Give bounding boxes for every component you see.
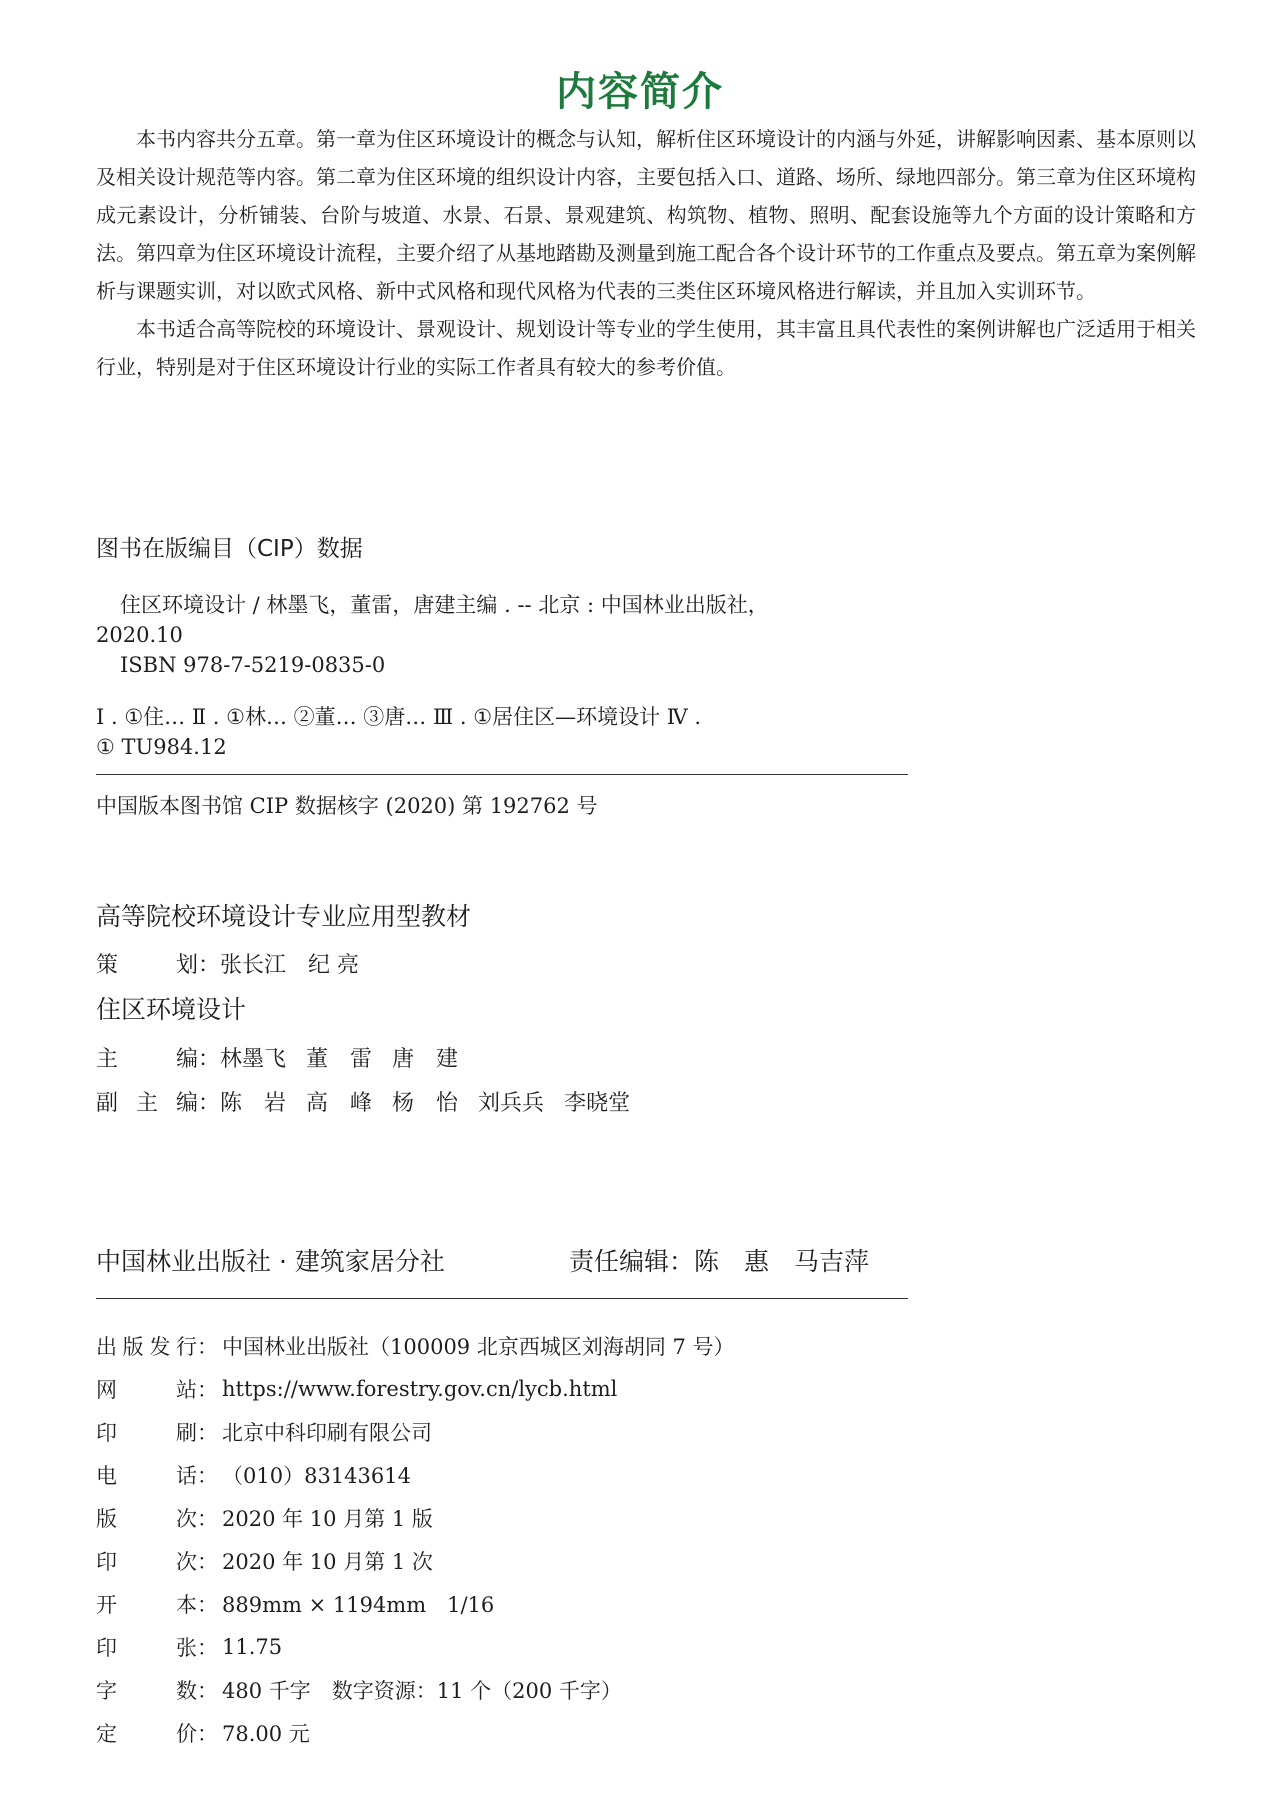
editor-name: 唐 建: [392, 1047, 459, 1072]
cip-entry: [96, 590, 886, 680]
deputy-editors-credit: [96, 1086, 650, 1117]
detail-row: [96, 1582, 735, 1625]
detail-label: 印 刷：: [96, 1420, 218, 1445]
planning-label: [96, 948, 220, 979]
detail-label: 版 次：: [96, 1506, 218, 1531]
detail-row: [96, 1410, 735, 1453]
detail-value: 北京中科印刷有限公司: [222, 1420, 432, 1445]
detail-row: [96, 1496, 735, 1539]
detail-label: 开 本：: [96, 1592, 218, 1617]
editor-name: 董 雷: [306, 1047, 373, 1072]
detail-row: [96, 1668, 735, 1711]
planning-label-char: 策: [96, 953, 119, 978]
detail-value: 2020 年 10 月第 1 次: [222, 1549, 433, 1574]
intro-paragraph-2: 本书适合高等院校的环境设计、景观设计、规划设计等专业的学生使用，其丰富且具代表性的案例讲解也广泛适用于相关行业，特别是对于住区环境设计行业的实际工作者具有较大的参考价值。: [96, 317, 1196, 379]
responsible-editor-label: 责任编辑：: [569, 1247, 695, 1276]
deputy-editor-name: 刘兵兵: [478, 1091, 545, 1116]
cip-heading: 图书在版编目（CIP）数据: [96, 536, 363, 562]
editor-name: 林墨飞: [220, 1047, 287, 1072]
detail-row: [96, 1625, 735, 1668]
cip-entry-line-2: 2020.10: [96, 623, 183, 647]
deputy-editor-name: 杨 怡: [392, 1091, 459, 1116]
deputy-label-char: 编: [175, 1091, 198, 1116]
detail-value: 2020 年 10 月第 1 版: [222, 1506, 433, 1531]
cip-entry-line-1: 住区环境设计 / 林墨飞，董雷，唐建主编 . -- 北京 : 中国林业出版社，: [120, 593, 769, 617]
label-colon: ：: [197, 1091, 220, 1116]
page-title: 内容简介: [556, 69, 724, 115]
editors-label-char: 编: [175, 1047, 198, 1072]
detail-value: 11.75: [222, 1634, 283, 1659]
detail-row: [96, 1367, 735, 1410]
planning-label-char: 划: [175, 953, 198, 978]
deputy-editors-label: [96, 1086, 220, 1117]
detail-row: [96, 1324, 735, 1367]
detail-value: https://www.forestry.gov.cn/lycb.html: [222, 1376, 618, 1401]
planning-credit: [96, 948, 379, 979]
divider-line: [96, 774, 908, 775]
responsible-editor-names: 陈 惠 马吉萍: [694, 1247, 870, 1276]
deputy-label-char: 主: [135, 1091, 158, 1116]
deputy-editor-name: 陈 岩: [220, 1091, 287, 1116]
cip-isbn: ISBN 978-7-5219-0835-0: [120, 653, 386, 677]
editors-label: [96, 1042, 220, 1073]
divider-line: [96, 1298, 908, 1299]
detail-value: 480 千字 数字资源：11 个（200 千字）: [222, 1678, 622, 1703]
book-title: 住区环境设计: [96, 995, 247, 1024]
intro-section: [96, 120, 1196, 386]
detail-row: [96, 1453, 735, 1496]
editor-names: [220, 1042, 478, 1073]
cip-class-line-1: Ⅰ . ①住… Ⅱ . ①林… ②董… ③唐… Ⅲ . ①居住区—环境设计 Ⅳ .: [96, 705, 702, 729]
detail-value: （010）83143614: [222, 1463, 411, 1488]
cip-record-number: 中国版本图书馆 CIP 数据核字 (2020) 第 192762 号: [96, 794, 598, 818]
editors-credit: [96, 1042, 478, 1073]
planning-name: 张长江 纪 亮: [220, 953, 359, 978]
deputy-editor-name: 高 峰: [306, 1091, 373, 1116]
editors-label-char: 主: [96, 1047, 119, 1072]
detail-value: 889mm × 1194mm 1/16: [222, 1592, 495, 1617]
series-title: 高等院校环境设计专业应用型教材: [96, 902, 472, 931]
publication-details: [96, 1324, 735, 1754]
detail-value: 中国林业出版社（100009 北京西城区刘海胡同 7 号）: [222, 1334, 735, 1359]
detail-label: 印 次：: [96, 1549, 218, 1574]
label-colon: ：: [197, 1047, 220, 1072]
detail-label: 出 版 发 行：: [96, 1334, 218, 1359]
cip-class-line-2: ① TU984.12: [96, 735, 227, 759]
detail-label: 网 站：: [96, 1377, 218, 1402]
publisher-line: [96, 1242, 908, 1278]
deputy-label-char: 副: [96, 1091, 119, 1116]
detail-row: [96, 1711, 735, 1754]
detail-label: 字 数：: [96, 1678, 218, 1703]
intro-paragraph-1: 本书内容共分五章。第一章为住区环境设计的概念与认知，解析住区环境设计的内涵与外延，讲解影响因素、基本原则以及相关设计规范等内容。第二章为住区环境的组织设计内容，主要包括入口、道路、场所、绿地四部分。第三章为住区环境构成元素设计，分析铺装、台阶与坡道、水景、石景、景观建筑、构筑物、植物、照明、配套设施等九个方面的设计策略和方法。第四章为住区环境设计流程，主要介绍了从基地踏勘及测量到施工配合各个设计环节的工作重点及要点。第五章为案例解析与课题实训，对以欧式风格、新中式风格和现代风格为代表的三类住区环境风格进行解读，并且加入实训环节。: [96, 127, 1196, 303]
planning-names: [220, 948, 379, 979]
publisher-branch: 中国林业出版社 · 建筑家居分社: [96, 1247, 445, 1276]
label-colon: ：: [197, 953, 220, 978]
deputy-editor-names: [220, 1086, 650, 1117]
detail-label: 电 话：: [96, 1463, 218, 1488]
detail-label: 定 价：: [96, 1721, 218, 1746]
deputy-editor-name: 李晓堂: [564, 1091, 631, 1116]
detail-label: 印 张：: [96, 1635, 218, 1660]
detail-value: 78.00 元: [222, 1721, 310, 1746]
detail-row: [96, 1539, 735, 1582]
cip-classification: [96, 702, 886, 762]
